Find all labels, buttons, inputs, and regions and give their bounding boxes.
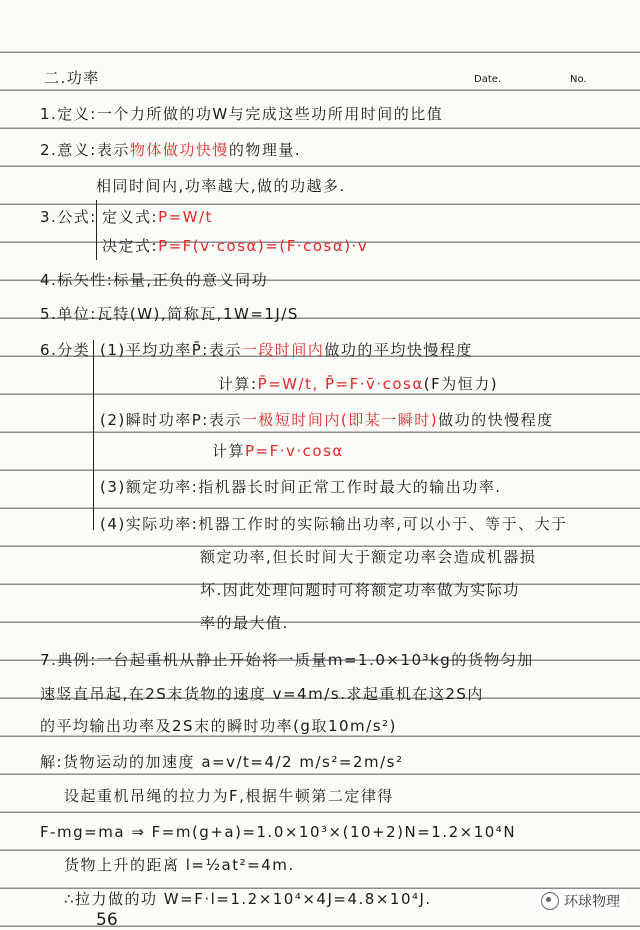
- definition-formula-label: 定义式:: [102, 208, 159, 226]
- actual-power-line-3: 坏.因此处理问题时可将额定功率做为实际功: [200, 581, 520, 599]
- example-line-3: 的平均输出功率及2S末的瞬时功率(g取10m/s²): [40, 717, 397, 735]
- instant-power-suffix: 做功的快慢程度: [438, 411, 554, 429]
- page-number: 56: [96, 910, 118, 930]
- watermark-text: 环球物理: [564, 894, 620, 910]
- average-power-label: (1)平均功率P̄:表示: [100, 341, 242, 359]
- classification-bracket: [93, 340, 94, 530]
- meaning-prefix: 2.意义:表示: [40, 141, 130, 159]
- solution-line-4: 货物上升的距离 l=½at²=4m.: [64, 856, 295, 874]
- meaning-suffix: 的物理量.: [228, 141, 302, 159]
- average-power-calc: [218, 374, 640, 394]
- meaning-line-2: 相同时间内,功率越大,做的功越多.: [96, 177, 346, 195]
- meaning-line: [40, 140, 640, 160]
- average-power-highlight: 一段时间内: [241, 341, 325, 359]
- unit-line: 5.单位:瓦特(W),简称瓦,1W=1J/S: [40, 305, 299, 323]
- actual-power-line-2: 额定功率,但长时间大于额定功率会造成机器损: [200, 548, 537, 566]
- solution-line-3: F-mg=ma ⇒ F=m(g+a)=1.0×10³×(10+2)N=1.2×10⁴N: [40, 823, 517, 841]
- wechat-account-icon: [541, 892, 559, 910]
- no-label: No.: [570, 74, 587, 85]
- example-line-1: 7.典例:一台起重机从静止开始将一质量m=1.0×10³kg的货物匀加: [40, 651, 534, 669]
- instant-power-calc: [212, 441, 640, 461]
- instant-calc-formula: P=F·v·cosα: [245, 442, 344, 460]
- actual-power-line-1: (4)实际功率:机器工作时的实际输出功率,可以小于、等于、大于: [100, 515, 568, 533]
- actual-power-line-4: 率的最大值.: [200, 614, 289, 632]
- definition-formula-value: P=W/t: [158, 208, 213, 226]
- classification-label: 6.分类: [40, 341, 91, 359]
- section-title: 二.功率: [44, 69, 100, 87]
- instant-power-highlight: 一极短时间内(即某一瞬时): [241, 411, 439, 429]
- instant-power-label: (2)瞬时功率P:表示: [100, 411, 242, 429]
- instant-calc-label: 计算: [212, 442, 246, 460]
- date-label: Date.: [474, 74, 502, 85]
- scalar-line: 4.标矢性:标量,正负的意义同功: [40, 271, 269, 289]
- formula-label: 3.公式:: [40, 208, 97, 226]
- solution-line-5: ∴拉力做的功 W=F·l=1.2×10⁴×4J=4.8×10⁴J.: [64, 890, 432, 908]
- determining-formula-value: P=F(v·cosα)=(F·cosα)·v: [158, 237, 369, 255]
- average-power-suffix: 做功的平均快慢程度: [324, 341, 473, 359]
- average-calc-label: 计算:: [218, 375, 258, 393]
- rated-power-line: (3)额定功率:指机器长时间正常工作时最大的输出功率.: [100, 478, 502, 496]
- determining-formula: [102, 236, 640, 256]
- solution-line-2: 设起重机吊绳的拉力为F,根据牛顿第二定律得: [64, 787, 394, 805]
- formula-bracket: [96, 200, 97, 260]
- definition-formula: [102, 207, 640, 227]
- meaning-highlight: 物体做功快慢: [129, 141, 229, 159]
- definition-line: 1.定义:一个力所做的功W与完成这些功所用时间的比值: [40, 105, 444, 123]
- determining-formula-label: 决定式:: [102, 237, 159, 255]
- average-calc-note: (F为恒力): [423, 375, 499, 393]
- example-line-2: 速竖直吊起,在2S末货物的速度 v=4m/s.求起重机在这2S内: [40, 685, 484, 703]
- solution-line-1: 解:货物运动的加速度 a=v/t=4/2 m/s²=2m/s²: [40, 753, 404, 771]
- instant-power-line: [100, 410, 640, 430]
- watermark: [535, 889, 626, 913]
- average-power-line: [100, 340, 640, 360]
- average-calc-formula: P̄=W/t, P̄=F·v̄·cosα: [257, 375, 424, 393]
